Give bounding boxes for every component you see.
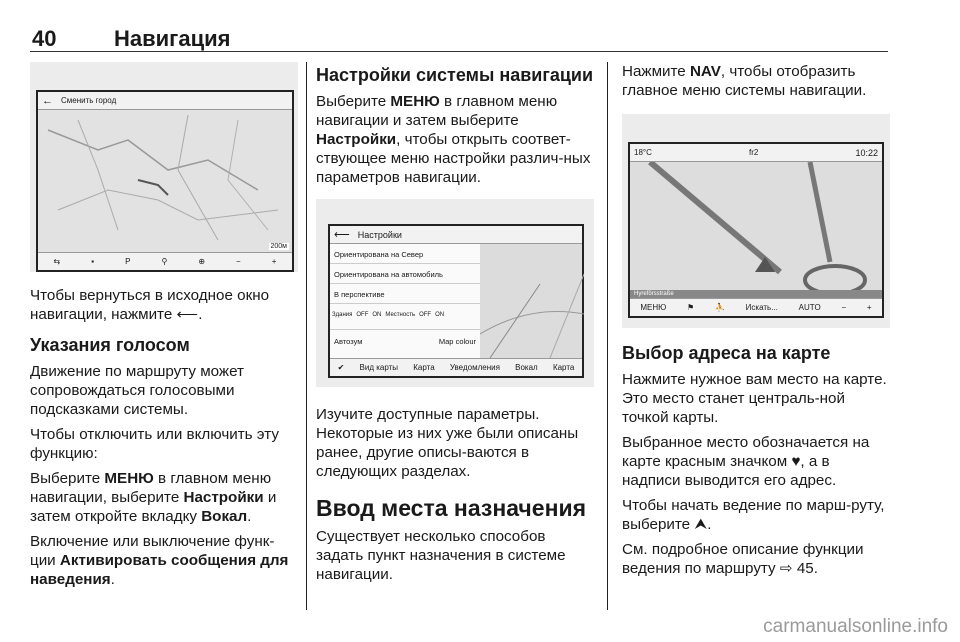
chevron-up-icon: ⮝	[694, 516, 708, 533]
column-divider-2	[607, 62, 608, 610]
column-2	[316, 62, 596, 590]
paragraph-press-nav: Нажмите NAV, чтобы отобразить главное меню системы навигации.	[622, 63, 867, 99]
change-city-label: Сменить город	[61, 96, 117, 105]
map-drawing	[38, 110, 292, 252]
signal-label: fr2	[749, 148, 759, 157]
paragraph-enable: Включение или выключение функ-ции Активировать сообщения для наведения.	[30, 533, 289, 588]
center-icon: ⊕	[198, 257, 206, 266]
zoom-out-icon: −	[841, 303, 847, 312]
map-area	[38, 110, 292, 252]
section-title: Навигация	[114, 26, 231, 51]
settings-tabs	[330, 358, 582, 376]
paragraph-toggle: Чтобы отключить или включить эту функцию:	[30, 426, 279, 462]
paragraph-see-also: См. подробное описание функции ведения по маршруту ⇨ 45.	[622, 541, 864, 577]
settings-row-north: Ориентирована на Север	[330, 244, 480, 264]
zoom-out-icon: −	[236, 257, 241, 266]
street-label: Hyreförsstraße	[630, 290, 882, 298]
back-arrow-icon: ⟵	[176, 306, 199, 323]
heading-destination-input: Ввод места назначения	[316, 495, 587, 521]
paragraph-voice-intro: Движение по маршруту может сопровождаться голосовыми подсказками системы.	[30, 363, 244, 418]
zoom-in-icon: +	[271, 257, 277, 266]
column-divider-1	[306, 62, 307, 610]
paragraph-explore: Изучите доступные параметры. Некоторые из них уже были описаны ранее, другие описы-ваются в следующих разделах.	[316, 406, 579, 480]
heading-voice-guidance: Указания голосом	[30, 335, 190, 355]
map-screen	[36, 90, 294, 272]
map-top-bar	[38, 92, 292, 110]
search-label: Искать...	[745, 303, 778, 312]
temperature-label: 18°C	[634, 148, 652, 157]
reference-arrow-icon: ⇨	[779, 560, 793, 577]
auto-label: AUTO	[798, 303, 821, 312]
clock-label: 10:22	[855, 147, 878, 158]
tab-map-view: Вид карты	[359, 363, 399, 372]
settings-row-toggles: Здания OFF ON Местность OFF ON	[330, 304, 480, 330]
watermark: carmanualsonline.info	[763, 616, 948, 637]
info-icon: ▪	[91, 257, 95, 266]
guidance-screen-figure	[622, 114, 890, 328]
heading-select-address: Выбор адреса на карте	[622, 343, 831, 363]
settings-top-bar	[330, 226, 582, 244]
poi-icon: ⚲	[161, 257, 168, 266]
settings-screen-figure	[316, 199, 594, 387]
paragraph-start-guidance: Чтобы начать ведение по марш-руту, выберите ⮝.	[622, 497, 885, 533]
map-bottom-bar	[38, 252, 292, 270]
tab-map-2: Карта	[552, 363, 575, 372]
back-arrow-icon: ←	[42, 94, 53, 107]
parking-icon: P	[125, 257, 131, 266]
page-number: 40	[32, 26, 57, 51]
tab-map: Карта	[413, 363, 435, 372]
back-arrow-icon: ⟵	[334, 229, 350, 241]
settings-row-vehicle: Ориентирована на автомобиль	[330, 264, 480, 284]
preview-drawing	[480, 244, 584, 358]
menu-label: МЕНЮ	[640, 303, 667, 312]
guidance-top-bar	[630, 144, 882, 162]
check-icon: ✔	[337, 363, 345, 372]
paragraph-tap-map: Нажмите нужное вам место на карте. Это место станет централь-ной точкой карты.	[622, 371, 887, 426]
column-1	[30, 62, 298, 595]
settings-row-autozoom: Автозум Map colour	[334, 337, 476, 346]
flag-icon: ⚑	[687, 303, 695, 312]
route-icon: ⇆	[53, 257, 61, 266]
person-icon: ⛹	[714, 303, 725, 312]
page-header	[30, 22, 888, 52]
paragraph-select-menu: Выберите МЕНЮ в главном меню навигации, выберите Настройки и затем откройте вкладку Вокал.	[30, 470, 277, 525]
settings-list	[330, 244, 480, 358]
zoom-in-icon: +	[866, 303, 872, 312]
guidance-map	[630, 162, 882, 298]
guidance-drawing	[630, 162, 882, 298]
guidance-bottom-bar	[630, 298, 882, 316]
paragraph-ways: Существует несколько способов задать пункт назначения в системе навигации.	[316, 528, 566, 583]
settings-screen	[328, 224, 584, 378]
paragraph-marker: Выбранное место обозначается на карте красным значком ♥, а в надписи выводится его адрес.	[622, 434, 870, 489]
settings-title: Настройки	[357, 229, 402, 240]
scale-label: 200м	[270, 243, 287, 250]
map-screen-figure	[30, 62, 298, 272]
paragraph-settings: Выберите МЕНЮ в главном меню навигации и затем выберите Настройки, чтобы открыть соответ-ствующее меню настройки различ-ных параметров навигации.	[316, 93, 591, 186]
location-pin-icon: ♥	[791, 453, 801, 470]
guidance-screen	[628, 142, 884, 318]
settings-map-preview	[480, 244, 582, 358]
tab-notifications: Уведомления	[449, 363, 500, 372]
settings-row-perspective: В перспективе	[330, 284, 480, 304]
column-3	[622, 62, 890, 584]
heading-nav-settings: Настройки системы навигации	[316, 65, 594, 85]
tab-vocal: Вокал	[515, 363, 538, 372]
paragraph-return: Чтобы вернуться в исходное окно навигации, нажмите ⟵.	[30, 287, 270, 323]
